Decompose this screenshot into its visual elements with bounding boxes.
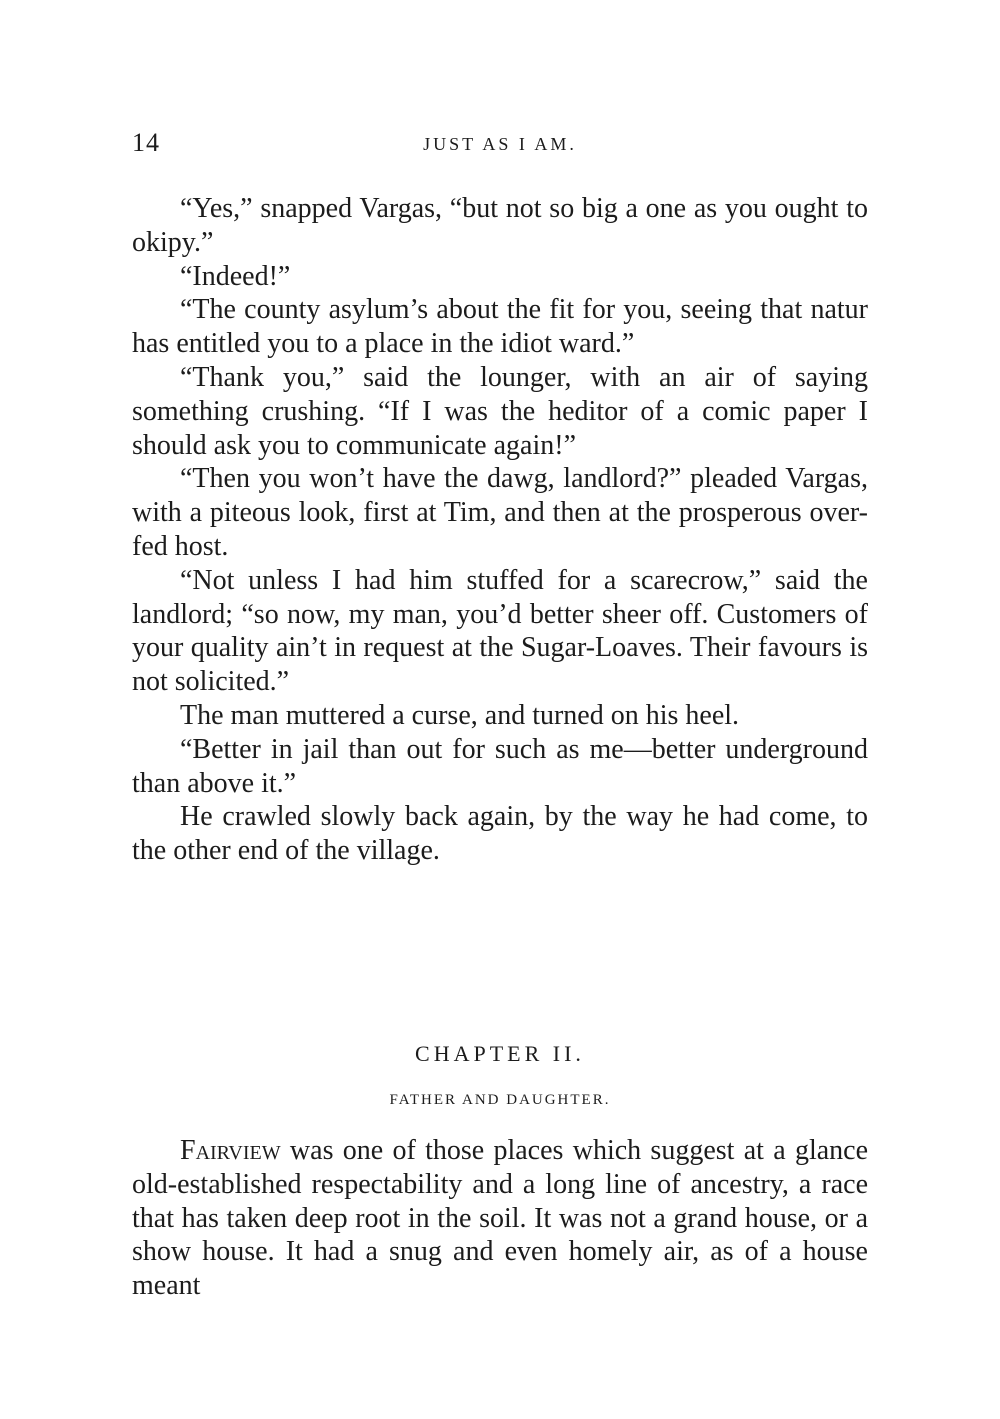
chapter-heading-block — [132, 1040, 868, 1110]
chapter-body — [132, 1134, 868, 1303]
paragraph: “Indeed!” — [180, 260, 291, 292]
paragraph: “Not unless I had him stuffed for a scarecrow,” said the landlord; “so now, my man, you’d better sheer off. Customers of your quality ain’t in request at the Sugar-Loaves. Their favours is not solicited.” — [132, 564, 868, 698]
paragraph: “Yes,” snapped Vargas, “but not so big a one as you ought to okipy.” — [132, 193, 868, 258]
chapter-opening-text: was one of those places which suggest at a glance old-established respectability and a long line of ancestry, a race that has taken deep root in the soil. It was not a grand house, or a show house. It had a snug and even homely air, as of a house meant — [132, 1135, 868, 1302]
chapter-opening-word: Fairview — [180, 1135, 281, 1166]
chapter-opening-paragraph — [132, 1134, 868, 1303]
paragraph: “Thank you,” said the lounger, with an air of saying something crushing. “If I was the heditor of a comic paper I should ask you to communicate again!” — [132, 361, 868, 461]
chapter-subtitle: FATHER AND DAUGHTER. — [389, 1092, 611, 1108]
paragraph: He crawled slowly back again, by the way he had come, to the other end of the village. — [132, 801, 868, 867]
paragraph: “Then you won’t have the dawg, landlord?” pleaded Vargas, with a piteous look, first at Tim, and then at the prosperous over-fed host. — [132, 463, 868, 562]
body-text — [132, 192, 868, 868]
paragraph: “Better in jail than out for such as me—better underground than above it.” — [132, 733, 868, 799]
page-number: 14 — [132, 128, 160, 157]
chapter-heading: CHAPTER II. — [415, 1041, 585, 1066]
running-head: JUST AS I AM. — [423, 134, 577, 154]
paragraph: The man muttered a curse, and turned on his heel. — [180, 699, 740, 731]
page-header — [132, 128, 868, 160]
paragraph: “The county asylum’s about the fit for you, seeing that natur has entitled you to a place in the idiot ward.” — [132, 294, 868, 360]
